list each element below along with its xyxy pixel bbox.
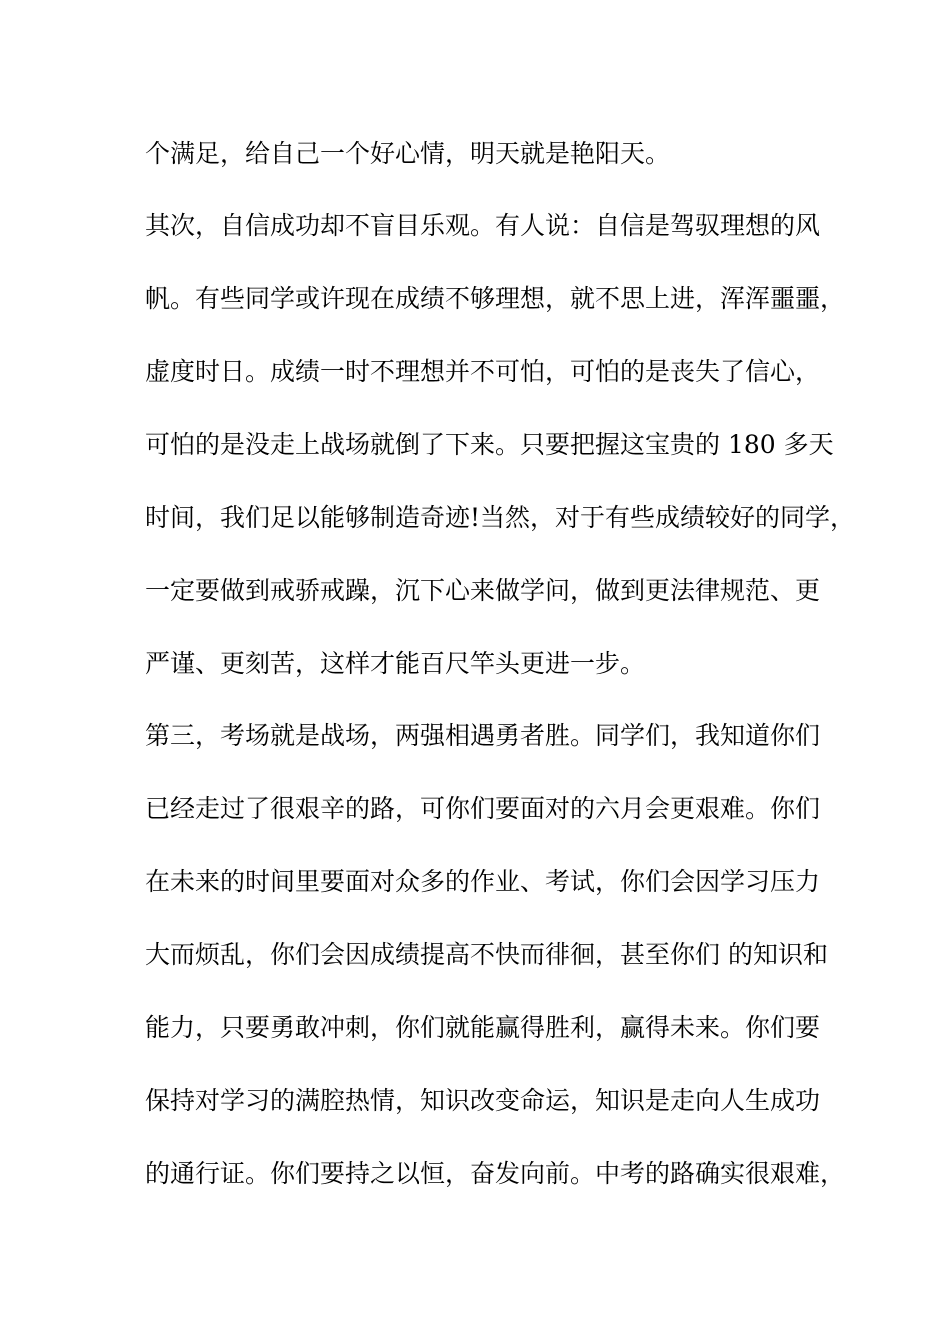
text-line: 第三，考场就是战场，两强相遇勇者胜。同学们，我知道你们 [145,721,821,750]
text-line: 时间，我们足以能够制造奇迹!当然，对于有些成绩较好的同学， [145,503,856,532]
text-line: 能力，只要勇敢冲刺，你们就能赢得胜利，赢得未来。你们要 [145,1013,821,1042]
text-line: 的通行证。你们要持之以恒，奋发向前。中考的路确实很艰难， [145,1159,846,1188]
text-line: 严谨、更刻苦，这样才能百尺竿头更进一步。 [145,649,646,678]
document-body [145,128,856,1200]
text-line: 一定要做到戒骄戒躁，沉下心来做学问，做到更法律规范、更 [145,576,821,605]
text-line: 在未来的时间里要面对众多的作业、考试，你们会因学习压力 [145,867,821,896]
text-line: 保持对学习的满腔热情，知识改变命运，知识是走向人生成功 [145,1086,821,1115]
text-line: 已经走过了很艰辛的路，可你们要面对的六月会更艰难。你们 [145,794,821,823]
text-line: 帆。有些同学或许现在成绩不够理想，就不思上进，浑浑噩噩， [145,284,846,313]
text-line: 个满足，给自己一个好心情，明天就是艳阳天。 [145,139,671,168]
text-line: 大而烦乱，你们会因成绩提高不快而徘徊，甚至你们 的知识和 [145,940,828,969]
text-line: 可怕的是没走上战场就倒了下来。只要把握这宝贵的 180 多天 [145,430,834,459]
text-line: 其次，自信成功却不盲目乐观。有人说：自信是驾驭理想的风 [145,211,821,240]
text-line: 虚度时日。成绩一时不理想并不可怕，可怕的是丧失了信心， [145,357,821,386]
